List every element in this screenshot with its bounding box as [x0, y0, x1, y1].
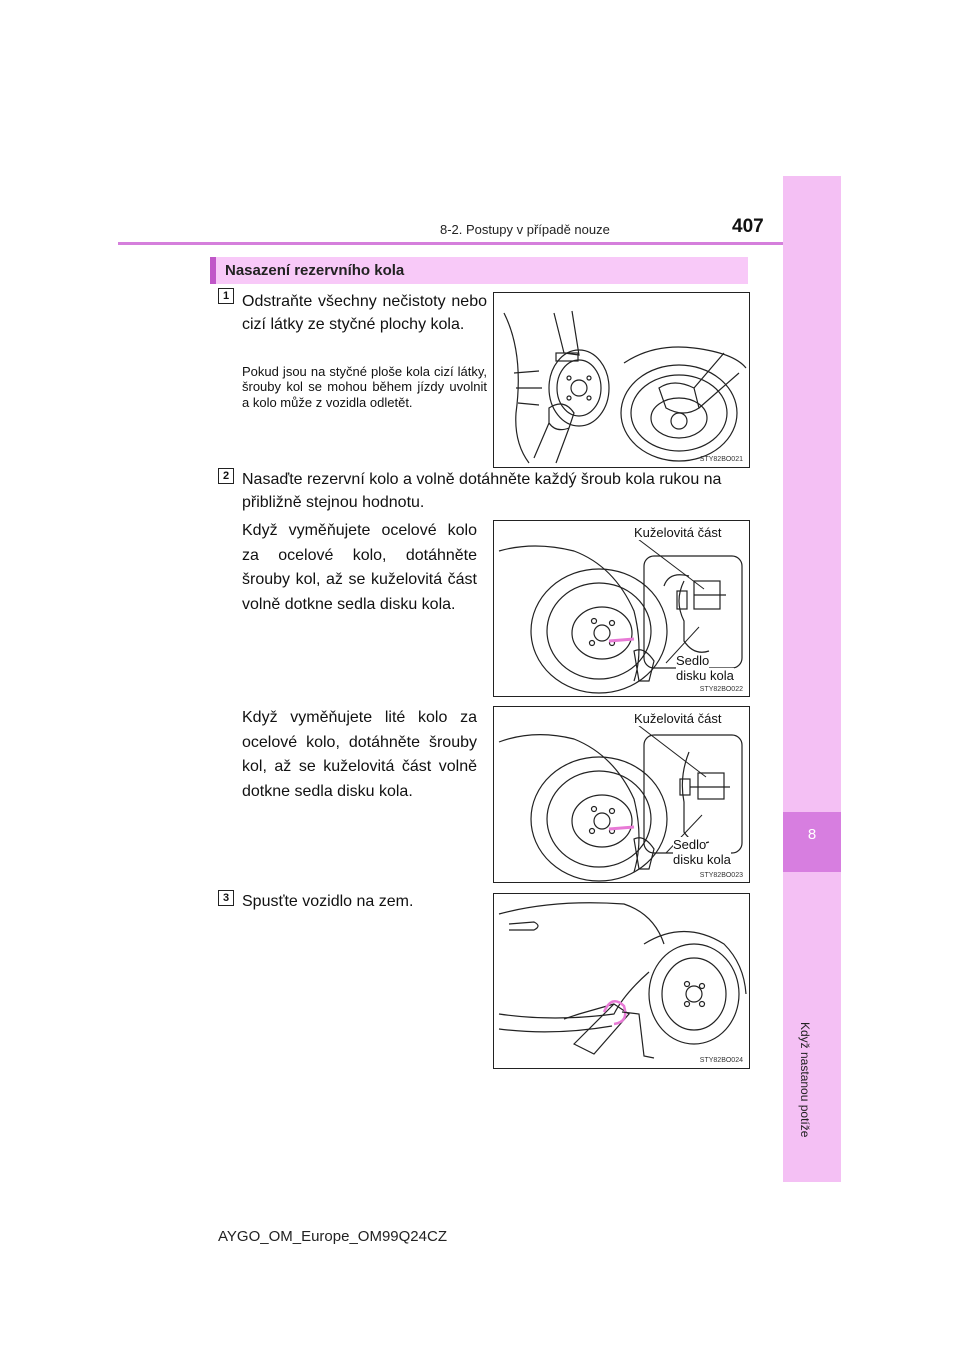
callout-seat-1b: disku kola — [676, 668, 734, 683]
callout-seat-2b: disku kola — [673, 852, 731, 867]
section-breadcrumb: 8-2. Postupy v případě nouze — [440, 222, 610, 237]
document-code-footer: AYGO_OM_Europe_OM99Q24CZ — [218, 1228, 447, 1245]
section-title-accent — [210, 257, 216, 284]
step-1-text: Odstraňte všechny nečistoty nebo cizí látky ze styčné plochy kola. — [242, 293, 487, 334]
figure-lower-vehicle — [493, 893, 750, 1069]
section-title: Nasazení rezervního kola — [225, 262, 405, 279]
step-1-marker: 1 — [218, 288, 234, 304]
step-2-marker: 2 — [218, 468, 234, 484]
chapter-number: 8 — [807, 826, 817, 843]
chapter-sidebar — [783, 176, 841, 1182]
step-2-case-steel-text: Když vyměňujete ocelové kolo za ocelové kolo, dotáhněte šrouby kol, až se kuželovitá část volně dotkne sedla disku kola. — [242, 522, 477, 613]
step-2-case-alloy-text: Když vyměňujete lité kolo za ocelové kolo, dotáhněte šrouby kol, až se kuželovitá část volně dotkne sedla disku kola. — [242, 709, 477, 800]
figure-code-4: STY82BO024 — [699, 1057, 743, 1064]
callout-cone-part-2: Kuželovitá část — [634, 711, 722, 726]
step-3-marker: 3 — [218, 890, 234, 906]
chapter-title-text: Když nastanou potíže — [798, 1022, 812, 1138]
callout-cone-part-1: Kuželovitá část — [634, 525, 722, 540]
figure-code-3: STY82BO023 — [699, 872, 743, 879]
figure-code-2: STY82BO022 — [699, 686, 743, 693]
page-number: 407 — [732, 216, 764, 237]
figure-code-1: STY82BO021 — [699, 456, 743, 463]
header-divider — [118, 242, 783, 245]
callout-seat-1a: Sedlo — [676, 653, 710, 668]
figure-clean-hub — [493, 292, 750, 468]
callout-seat-2a: Sedlo — [673, 837, 707, 852]
figure-steel-wheel — [493, 520, 750, 697]
figure-alloy-wheel — [493, 706, 750, 883]
step-1-note: Pokud jsou na styčné ploše kola cizí látky, šrouby kol se mohou během jízdy uvolnit a kolo může z vozidla odletět. — [242, 364, 487, 410]
step-3-text: Spusťte vozidlo na zem. — [242, 893, 414, 910]
step-2-text: Nasaďte rezervní kolo a volně dotáhněte každý šroub kola rukou na přibližně stejnou hodnotu. — [242, 471, 722, 512]
